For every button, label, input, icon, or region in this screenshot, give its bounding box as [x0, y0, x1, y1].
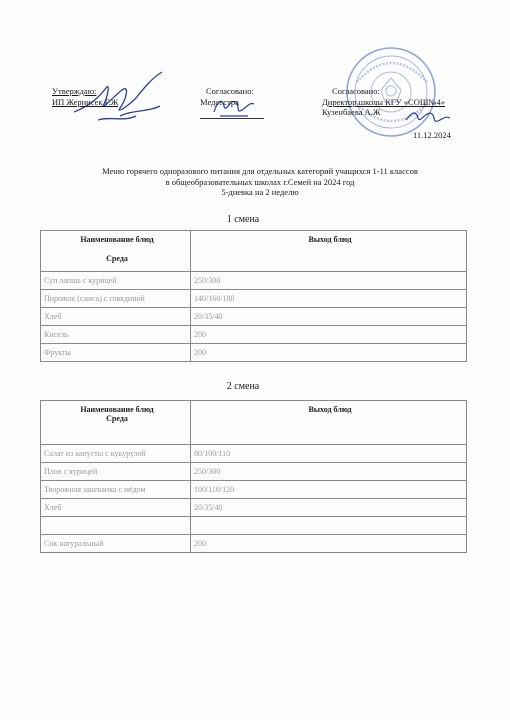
agreement-block-director	[322, 86, 445, 118]
signature-line	[200, 118, 264, 119]
shift-2-title: 2 смена	[226, 381, 260, 392]
column-header-name: Наименование блюд Среда	[41, 401, 191, 445]
menu-table-shift-1	[40, 230, 467, 362]
approve-person: ИП Жернисек Г.Ж	[52, 96, 119, 107]
director-name: Кузенбаева А.Ж	[322, 107, 381, 117]
shift-1-title: 1 смена	[226, 214, 260, 225]
table-row: Хлеб 20/35/40	[41, 499, 467, 517]
document-date: 11.12.2024	[413, 130, 451, 140]
title-line-3: 5-дневка на 2 неделю	[221, 187, 299, 197]
column-header-name: Наименование блюд Среда	[41, 231, 191, 272]
day-label: Среда	[106, 414, 128, 423]
document-title	[40, 166, 480, 198]
approve-label: Утверждаю:	[52, 86, 97, 96]
agree-label: Согласовано:	[206, 86, 254, 96]
table-row: Фрукты 200	[41, 344, 467, 362]
title-line-2: в общеобразовательных школах г.Семей на 2024 год	[165, 176, 355, 187]
table-row: Хлеб 20/35/40	[41, 308, 467, 326]
table-row: Суп лапша с курицей 250/300	[41, 272, 467, 290]
table-row: Творожная запеканка с мёдом 100/110/120	[41, 481, 467, 499]
director-agree-label: Согласовано:	[332, 86, 380, 96]
agreement-block-nurse	[200, 86, 254, 107]
table-row: Салат из капусты с кукурузой 80/100/110	[41, 445, 467, 463]
title-line-1: Меню горячего одноразового питания для отдельных категорий учащихся 1-11 классов	[102, 166, 418, 176]
table-row: Сок натуральный 200	[41, 535, 467, 553]
director-title: Директор школы КГУ «СОШ№4»	[322, 96, 446, 107]
column-header-output: Выход блюд	[191, 401, 467, 445]
table-row: Кисель 200	[41, 326, 467, 344]
day-label: Среда	[106, 254, 128, 263]
menu-table-shift-2	[40, 400, 467, 553]
table-row-empty	[41, 517, 467, 535]
column-header-output: Выход блюд	[191, 231, 467, 272]
approval-block	[52, 86, 118, 107]
table-row: Пирожок (самса) с говядиной 140/160/180	[41, 290, 467, 308]
agree-role: Медсестра	[200, 96, 239, 107]
table-row: Плов с курицей 250/300	[41, 463, 467, 481]
